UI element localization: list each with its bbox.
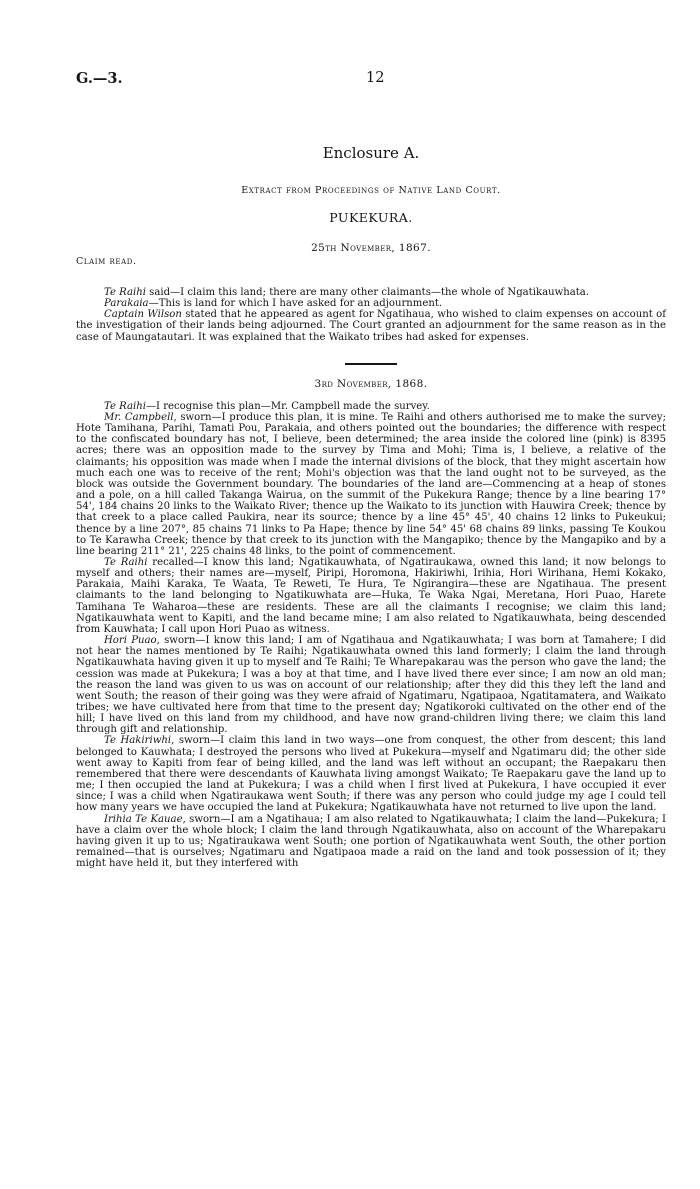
paragraph: [76, 309, 666, 342]
section-divider: [345, 363, 397, 365]
paragraph: [76, 298, 666, 309]
hearing-1-proceedings: [76, 287, 666, 343]
paragraph: [76, 401, 666, 412]
paragraph-text: , sworn—I produce this plan, it is mine. Te Raihi and others authorised me to make the survey; Hote Tamihana, Parihi, Tamati Pou, Parakaia, and others pointed out the boundaries; the difference with respect to the confiscated boundary has not, I believe, been determined; the area inside the colored line (pink) is 8395 acres; there was an opposition made to the survey by Tima and Mohi; Tima is, I believe, a relative of the claimants; his opposition was made when I made the internal divisions of the block, that they might ascertain how much each one was to receive of the rent; Mohi's objection was that the land ought not to be surveyed, as the block was outside the Government boundary. The boundaries of the land are—Commencing at a heap of stones and a pole, on a hill called Takanga Wairua, on the summit of the Pukekura Range; thence by a line bearing 17° 54', 184 chains 20 links to the Waikato River; thence up the Waikato to its junction with Hauwira Creek; thence by that creek to a place called Paukira, near its source; thence by a line 45° 45', 40 chains 12 links to Pukeukui; thence by a line 207°, 85 chains 71 links to Pa Hape; thence by line 54° 45' 68 chains 89 links, passing Te Koukou to Te Karawha Creek; thence by that creek to its junction with the Mangapiko; thence by the Mangapiko and by a line bearing 211° 21', 225 chains 48 links, to the point of commencement.: [76, 411, 666, 557]
speaker-name: Te Raihi: [104, 556, 148, 568]
page-number: 12: [366, 70, 385, 86]
paragraph-text: stated that he appeared as agent for Ngatihaua, who wished to claim expenses on account of the investigation of their lands being adjourned. The Court granted an adjournment for the same reason as in the case of Maungatautari. It was explained that the Waikato tribes had asked for expenses.: [76, 309, 666, 343]
paragraph: [76, 287, 666, 298]
speaker-name: Captain Wilson: [104, 309, 182, 321]
paragraph: [76, 814, 666, 870]
paragraph: [76, 635, 666, 735]
speaker-name: Irihia Te Kauae: [104, 813, 183, 825]
document-reference: G.—3.: [76, 70, 123, 87]
paragraph-text: , sworn—I claim this land in two ways—one from conquest, the other from descent; this land belonged to Kauwhata; I destroyed the persons who lived at Pukekura—myself and Ngatimaru did; the other side went away to Kapiti from fear of being killed, and the land was left without an occupant; the Raepakaru then remembered that there were descendants of Kauwhata living amongst Waikato; Te Raepakaru gave the land up to me; I then occupied the land at Pukekura; I was a child when I first lived at Pukekura, I have occupied it ever since; I was a child when Ngatiraukawa went South; if there was any person who could judge my age I could tell how many years we have occupied the land at Pukekura; Ngatikauwhata have not returned to live upon the land.: [76, 735, 666, 814]
enclosure-title: Enclosure A.: [322, 144, 420, 162]
paragraph: [76, 412, 666, 557]
speaker-name: Te Raihi: [104, 287, 146, 298]
paragraph-text: —This is land for which I have asked for an adjournment.: [148, 298, 443, 310]
speaker-name: Mr. Campbell: [104, 411, 174, 423]
paragraph-text: , sworn—I am a Ngatihaua; I am also related to Ngatikauwhata; I claim the land—Pukekura; I have a claim over the whole block; I claim the land through Ngatikauwhata, also on account of the Wharepakaru having given it up to us; Ngatiraukawa went South; one portion of Ngatikauwhata went South, the other portion remained—that is ourselves; Ngatimaru and Ngatipaoa made a raid on the land and took possession of it; they might have held it, but they interfered with: [76, 813, 666, 870]
hearing-date-2: 3rd November, 1868.: [314, 377, 428, 390]
paragraph-text: , sworn—I know this land; I am of Ngatihaua and Ngatikauwhata; I was born at Tamahere; I did not hear the names mentioned by Te Raihi; Ngatikauwhata owned this land formerly; I claim the land through Ngatikauwhata having given it up to myself and Te Raihi; Te Wharepakarau was the person who gave the land; the cession was made at Pukekura; I was a boy at that time, and I have lived there ever since; I am now an old man; the reason the land was given to us was on account of our relationship; after they did this they left the land and went South; the reason of their going was they were afraid of Ngatimaru, Ngatipaoa, Ngatitamatera, and Waikato tribes; we have cultivated here from that time to the present day; Ngatikoroki cultivated on the other end of the hill; I have lived on this land from my childhood, and have now grand-children living there; we claim this land through gift and relationship.: [76, 635, 667, 736]
paragraph: [76, 557, 666, 635]
paragraph-text: —I recognise this plan—Mr. Campbell made the survey.: [145, 400, 430, 412]
speaker-name: Te Hakiriwhi: [104, 735, 172, 747]
hearing-2-proceedings: [76, 401, 666, 870]
extract-title: Extract from Proceedings of Native Land Court.: [241, 185, 501, 196]
paragraph-text: said—I claim this land; there are many other claimants—the whole of Ngatikauwhata.: [145, 287, 590, 298]
speaker-name: Hori Puao: [104, 635, 157, 647]
document-page: [76, 70, 666, 869]
paragraph: [76, 735, 666, 813]
paragraph-text: recalled—I know this land; Ngatikauwhata, of Ngatiraukawa, owned this land; it now belongs to myself and others; their names are—myself, Piripi, Horomona, Hakiriwhi, Irihia, Hori Wirihana, Hemi Kokako, Parakaia, Maihi Karaka, Te Waata, Te Reweti, Te Hura, Te Ngirangira—these are Ngatihaua. The present claimants to the land belonging to Ngatikuwhata are—Huka, Te Waka Ngai, Meretana, Hori Puao, Harete Tamihana Te Waharoa—these are residents. These are all the claimants I recognise; we claim this land; Ngatikauwhata went to Kapiti, and the land became mine; I am also related to Ngatikauwhata, being descended from Kauwhata; I call upon Hori Puao as witness.: [76, 556, 667, 635]
speaker-name: Te Raihi: [104, 400, 146, 412]
place-heading: PUKEKURA.: [329, 210, 413, 225]
hearing-date-1: 25th November, 1867.: [311, 242, 431, 254]
side-heading: Claim read.: [76, 256, 137, 267]
running-header: [76, 70, 666, 92]
speaker-name: Parakaia: [104, 298, 149, 310]
